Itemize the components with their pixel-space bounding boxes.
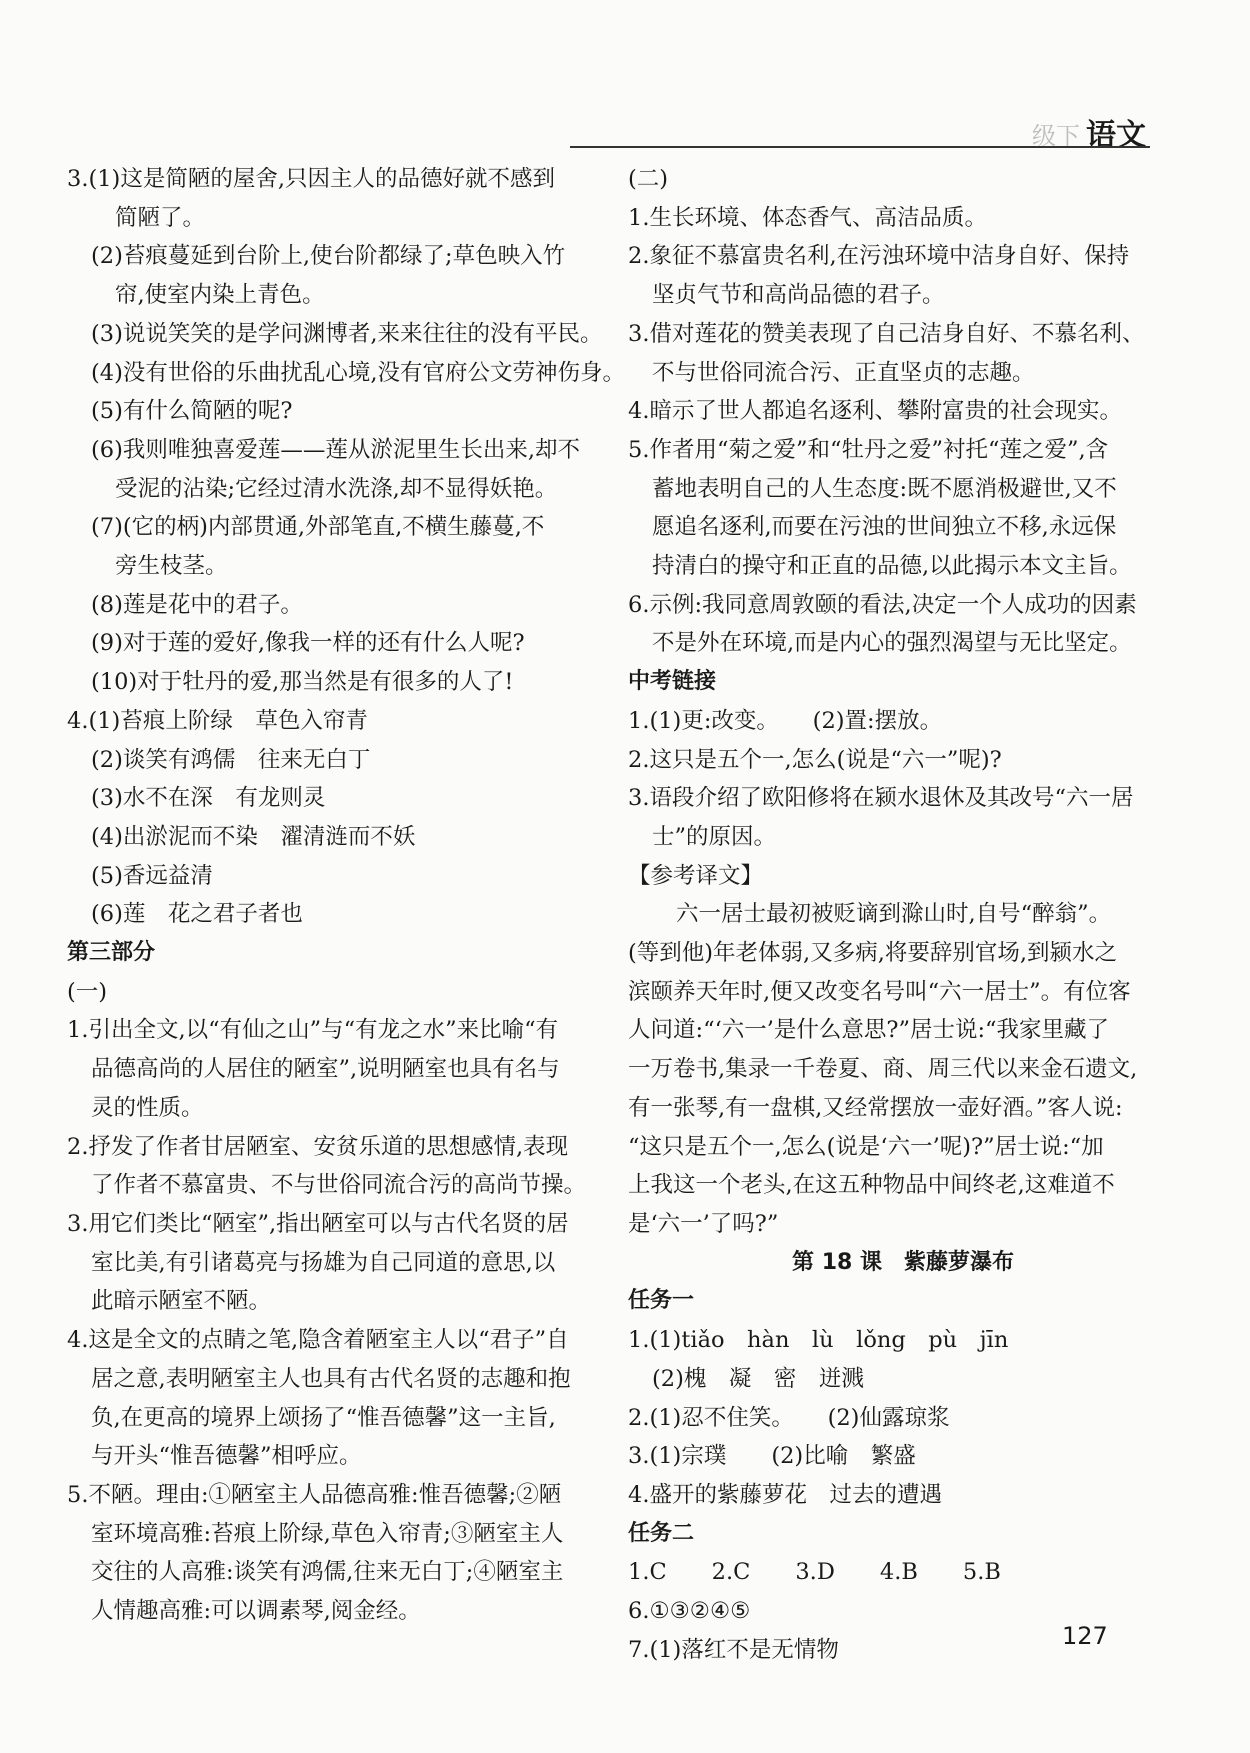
answer-line: 负,在更高的境界上颂扬了“惟吾德馨”这一主旨, [91, 1404, 556, 1431]
page-number: 127 [1062, 1622, 1108, 1650]
answer-line: 6.示例:我同意周敦颐的看法,决定一个人成功的因素 [628, 591, 1137, 618]
header-grade: 级下 [1032, 122, 1080, 150]
answer-line: 简陋了。 [115, 204, 206, 231]
lesson-title: 第 18 课 紫藤萝瀑布 [792, 1249, 1014, 1275]
answer-line: 坚贞气节和高尚品德的君子。 [652, 282, 945, 309]
answer-line: (8)莲是花中的君子。 [91, 591, 303, 618]
answer-line: 帘,使室内染上青色。 [115, 282, 325, 309]
header-subject: 语文 [1086, 118, 1146, 153]
translation-line: 上我这一个老头,在这五种物品中间终老,这难道不 [628, 1172, 1115, 1199]
answer-line: 3.(1)宗璞 (2)比喻 繁盛 [628, 1443, 916, 1470]
answer-line: 此暗示陋室不陋。 [91, 1288, 272, 1315]
answer-line: 2.这只是五个一,怎么(说是“六一”呢)? [628, 746, 1002, 773]
answer-line: 4.盛开的紫藤萝花 过去的遭遇 [628, 1481, 942, 1508]
reference-title: 【参考译文】 [628, 862, 764, 889]
answer-line: 1.C 2.C 3.D 4.B 5.B [628, 1559, 1001, 1586]
answer-line: 持清白的操守和正直的品德,以此揭示本文主旨。 [652, 553, 1132, 580]
answer-line: 愿追名逐利,而要在污浊的世间独立不移,永远保 [652, 514, 1117, 541]
answer-line: (4)没有世俗的乐曲扰乱心境,没有官府公文劳神伤身。 [91, 359, 626, 386]
answer-line: 1.(1)tiǎo hàn lù lǒng pù jīn [628, 1327, 1009, 1354]
translation-line: 有一张琴,有一盘棋,又经常摆放一壶好酒。”客人说: [628, 1094, 1123, 1121]
answer-line: 旁生枝茎。 [115, 553, 228, 580]
answer-line: (10)对于牡丹的爱,那当然是有很多的人了! [91, 669, 514, 696]
answer-line: 4.暗示了世人都追名逐利、攀附富贵的社会现实。 [628, 398, 1122, 425]
answer-line: (6)我则唯独喜爱莲——莲从淤泥里生长出来,却不 [91, 436, 581, 463]
translation-line: 六一居士最初被贬谪到滁山时,自号“醉翁”。 [676, 901, 1112, 928]
answer-line: 蓄地表明自己的人生态度:既不愿消极避世,又不 [652, 475, 1117, 502]
answer-line: (2)苔痕蔓延到台阶上,使台阶都绿了;草色映入竹 [91, 243, 566, 270]
answer-line: 人情趣高雅:可以调素琴,阅金经。 [91, 1598, 421, 1625]
task-heading: 任务二 [628, 1520, 695, 1546]
answer-line: (7)(它的柄)内部贯通,外部笔直,不横生藤蔓,不 [91, 514, 545, 541]
answer-line: 1.(1)更:改变。 (2)置:摆放。 [628, 707, 943, 734]
translation-line: “这只是五个一,怎么(说是‘六一’呢)?”居士说:“加 [628, 1133, 1104, 1160]
answer-line: 4.这是全文的点睛之笔,隐含着陋室主人以“君子”自 [67, 1327, 569, 1354]
answer-line: 室环境高雅:苔痕上阶绿,草色入帘青;③陋室主人 [91, 1520, 564, 1547]
answer-line: (5)有什么简陋的呢? [91, 398, 293, 425]
answer-line: (2)槐 凝 密 迸溅 [652, 1365, 864, 1392]
answer-line: 居之意,表明陋室主人也具有古代名贤的志趣和抱 [91, 1365, 571, 1392]
right-column [628, 160, 1178, 1669]
answer-line: 4.(1)苔痕上阶绿 草色入帘青 [67, 707, 368, 734]
answer-line: (2)谈笑有鸿儒 往来无白丁 [91, 746, 371, 773]
answer-line: 3.用它们类比“陋室”,指出陋室可以与古代名贤的居 [67, 1210, 569, 1237]
answer-line: 与开头“惟吾德馨”相呼应。 [91, 1443, 362, 1470]
answer-line: 7.(1)落红不是无情物 [628, 1636, 839, 1663]
sub-section-label: (一) [67, 978, 108, 1005]
translation-line: 一万卷书,集录一千卷夏、商、周三代以来金石遗文, [628, 1056, 1138, 1083]
translation-line: (等到他)年老体弱,又多病,将要辞别官场,到颍水之 [628, 940, 1118, 967]
answer-line: 2.象征不慕富贵名利,在污浊环境中洁身自好、保持 [628, 243, 1130, 270]
answer-line: 灵的性质。 [91, 1094, 204, 1121]
answer-line: 交往的人高雅:谈笑有鸿儒,往来无白丁;④陋室主 [91, 1559, 564, 1586]
answer-line: 3.语段介绍了欧阳修将在颍水退休及其改号“六一居 [628, 785, 1134, 812]
answer-line: 不是外在环境,而是内心的强烈渴望与无比坚定。 [652, 630, 1132, 657]
answer-line: (9)对于莲的爱好,像我一样的还有什么人呢? [91, 630, 525, 657]
translation-line: 滨颐养天年时,便又改变名号叫“六一居士”。有位客 [628, 978, 1131, 1005]
left-column [67, 160, 626, 1631]
answer-line: 2.(1)忍不住笑。 (2)仙露琼浆 [628, 1404, 950, 1431]
answer-line: 3.借对莲花的赞美表现了自己洁身自好、不慕名利、 [628, 320, 1145, 347]
answer-line: 1.生长环境、体态香气、高洁品质。 [628, 204, 987, 231]
answer-line: 3.(1)这是简陋的屋舍,只因主人的品德好就不感到 [67, 166, 555, 192]
answer-line: 5.不陋。理由:①陋室主人品德高雅:惟吾德馨;②陋 [67, 1481, 562, 1508]
answer-line: 品德高尚的人居住的陋室”,说明陋室也具有名与 [91, 1056, 560, 1083]
answer-line: (3)水不在深 有龙则灵 [91, 785, 326, 812]
section-heading: 第三部分 [67, 940, 156, 966]
answer-line: 室比美,有引诸葛亮与扬雄为自己同道的意思,以 [91, 1249, 556, 1276]
translation-line: 人问道:“‘六一’是什么意思?”居士说:“我家里藏了 [628, 1017, 1110, 1044]
task-heading: 任务一 [628, 1288, 695, 1314]
sub-section-label: (二) [628, 166, 669, 192]
answer-line: 不与世俗同流合污、正直坚贞的志趣。 [652, 359, 1035, 386]
answer-line: 2.抒发了作者甘居陋室、安贫乐道的思想感情,表现 [67, 1133, 569, 1160]
page-header [570, 110, 1150, 153]
answer-line: 5.作者用“菊之爱”和“牡丹之爱”衬托“莲之爱”,含 [628, 436, 1109, 463]
section-heading: 中考链接 [628, 669, 717, 695]
answer-line: 了作者不慕富贵、不与世俗同流合污的高尚节操。 [91, 1172, 587, 1199]
answer-line: (5)香远益清 [91, 862, 213, 889]
answer-line: (6)莲 花之君子者也 [91, 901, 303, 928]
answer-line: 受泥的沾染;它经过清水洗涤,却不显得妖艳。 [115, 475, 558, 502]
translation-line: 是‘六一’了吗?” [628, 1210, 779, 1237]
answer-line: 士”的原因。 [652, 823, 777, 850]
answer-line: 1.引出全文,以“有仙之山”与“有龙之水”来比喻“有 [67, 1017, 559, 1044]
answer-line: 6.①③②④⑤ [628, 1598, 751, 1625]
header-rule [570, 146, 1150, 148]
answer-line: (3)说说笑笑的是学问渊博者,来来往往的没有平民。 [91, 320, 603, 347]
answer-line: (4)出淤泥而不染 濯清涟而不妖 [91, 823, 416, 850]
